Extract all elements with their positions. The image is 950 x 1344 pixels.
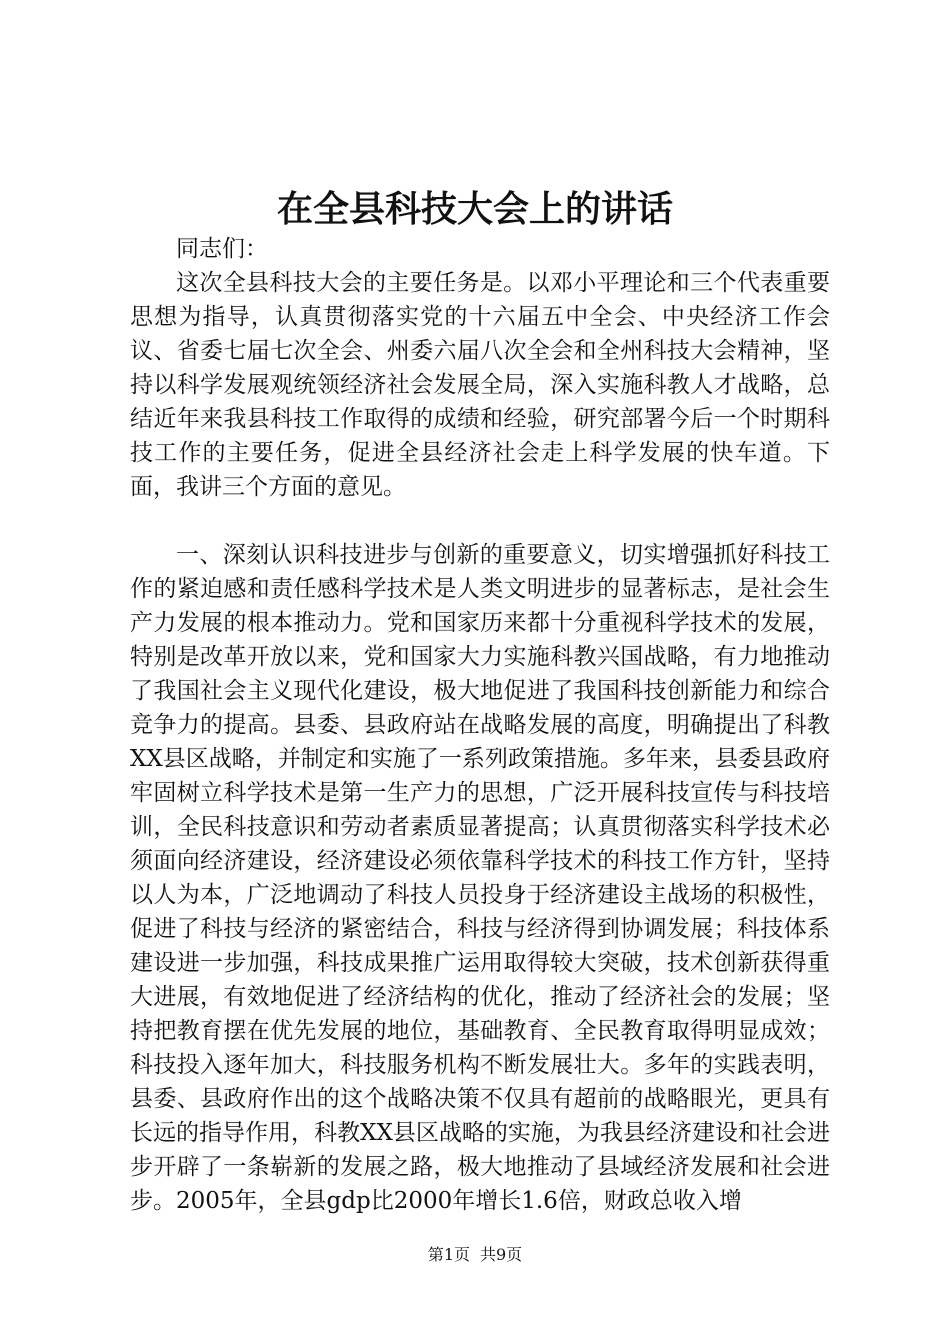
document-body bbox=[130, 232, 830, 1218]
document-title: 在全县科技大会上的讲话 bbox=[276, 188, 673, 230]
paragraph-section-one: 一、深刻认识科技进步与创新的重要意义，切实增强抓好科技工作的紧迫感和责任感科学技术是人类文明进步的显著标志，是社会生产力发展的根本推动力。党和国家历来都十分重视科学技术的发展，特别是改革开放以来，党和国家大力实施科教兴国战略，有力地推动了我国社会主义现代化建设，极大地促进了我国科技创新能力和综合竞争力的提高。县委、县政府站在战略发展的高度，明确提出了科教XX县区战略，并制定和实施了一系列政策措施。多年来，县委县政府牢固树立科学技术是第一生产力的思想，广泛开展科技宣传与科技培训，全民科技意识和劳动者素质显著提高；认真贯彻落实科学技术必须面向经济建设，经济建设必须依靠科学技术的科技工作方针，坚持以人为本，广泛地调动了科技人员投身于经济建设主战场的积极性，促进了科技与经济的紧密结合，科技与经济得到协调发展；科技体系建设进一步加强，科技成果推广运用取得较大突破，技术创新获得重大进展，有效地促进了经济结构的优化，推动了经济社会的发展；坚持把教育摆在优先发展的地位，基础教育、全民教育取得明显成效；科技投入逐年加大，科技服务机构不断发展壮大。多年的实践表明，县委、县政府作出的这个战略决策不仅具有超前的战略眼光，更具有长远的指导作用，科教XX县区战略的实施，为我县经济建设和社会进步开辟了一条崭新的发展之路，极大地推动了县域经济发展和社会进步。2005年，全县gdp比2000年增长1.6倍，财政总收入增 bbox=[130, 542, 830, 1214]
page-number-total: 共9页 bbox=[480, 1245, 523, 1264]
paragraph-intro: 这次全县科技大会的主要任务是。以邓小平理论和三个代表重要思想为指导，认真贯彻落实党的十六届五中全会、中央经济工作会议、省委七届七次全会、州委六届八次全会和全州科技大会精神，坚持以科学发展观统领经济社会发展全局，深入实施科教人才战略，总结近年来我县科技工作取得的成绩和经验，研究部署今后一个时期科技工作的主要任务，促进全县经济社会走上科学发展的快车道。下面，我讲三个方面的意见。 bbox=[130, 270, 830, 500]
salutation: 同志们： bbox=[176, 236, 268, 262]
page-footer bbox=[0, 1244, 950, 1266]
page-number-current: 第1页 bbox=[427, 1245, 470, 1264]
